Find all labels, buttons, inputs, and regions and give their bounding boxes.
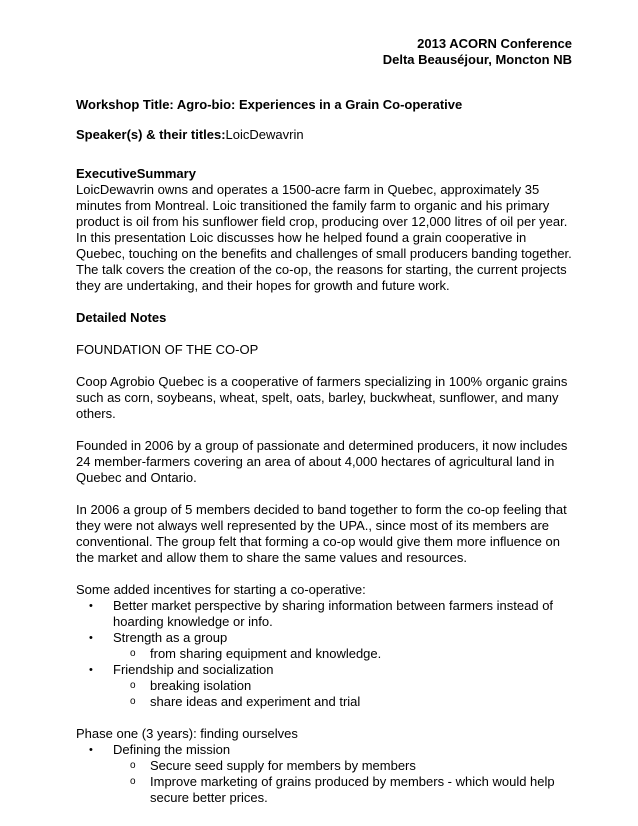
list-item-text: Better market perspective by sharing information between farmers instead of hoarding knowledge or info.	[113, 598, 554, 629]
sub-list-item	[76, 646, 572, 662]
sub-list-item	[76, 678, 572, 694]
document-page	[76, 36, 572, 806]
speaker-label: Speaker(s) & their titles:	[76, 127, 226, 142]
list-item	[76, 598, 572, 630]
sub-bullet-icon: o	[130, 680, 136, 691]
sub-bullet-icon: o	[130, 648, 136, 659]
incentives-intro: Some added incentives for starting a co-operative:	[76, 582, 366, 597]
list-item-text: Improve marketing of grains produced by members - which would help secure better prices.	[150, 774, 555, 805]
phase-list	[76, 742, 572, 806]
paragraph-formation: In 2006 a group of 5 members decided to band together to form the co-op feeling that they were not always well represented by the UPA., since most of its members are conventional. The group felt that forming a co-op would give them more influence on the market and allow them to share the same values and resources.	[76, 502, 567, 565]
list-item	[76, 630, 572, 646]
list-item-text: breaking isolation	[150, 678, 252, 693]
bullet-icon: •	[89, 664, 93, 676]
notes-heading: Detailed Notes	[76, 310, 167, 325]
phase-intro: Phase one (3 years): finding ourselves	[76, 726, 298, 741]
paragraph-founding: Founded in 2006 by a group of passionate and determined producers, it now includes 24 member-farmers covering an area of about 4,000 hectares of agricultural land in Quebec and Ontario.	[76, 438, 568, 485]
conference-header	[76, 36, 572, 68]
speaker-name: LoicDewavrin	[225, 127, 304, 142]
bullet-icon: •	[89, 600, 93, 612]
incentives-list	[76, 598, 572, 710]
list-item-text: from sharing equipment and knowledge.	[150, 646, 382, 661]
sub-list-item	[76, 758, 572, 774]
sub-bullet-icon: o	[130, 776, 136, 787]
speaker-line	[76, 127, 572, 143]
conference-venue: Delta Beauséjour, Moncton NB	[382, 52, 572, 67]
list-item-text: share ideas and experiment and trial	[150, 694, 361, 709]
bullet-icon: •	[89, 744, 93, 756]
summary-text: LoicDewavrin owns and operates a 1500-acre farm in Quebec, approximately 35 minutes from Montreal. Loic transitioned the family farm to organic and his primary product is oil from his sunflower field crop, producing over 12,000 litres of oil per year. In this presentation Loic discusses how he helped found a grain cooperative in Quebec, touching on the benefits and challenges of small producers banding together. The talk covers the creation of the co-op, the reasons for starting, the current projects they are undertaking, and their hopes for growth and future work.	[76, 182, 572, 293]
sub-list-item	[76, 774, 572, 806]
list-item	[76, 662, 572, 678]
sub-bullet-icon: o	[130, 760, 136, 771]
list-item	[76, 742, 572, 758]
section-title: FOUNDATION OF THE CO-OP	[76, 342, 259, 357]
bullet-icon: •	[89, 632, 93, 644]
sub-list-item	[76, 694, 572, 710]
paragraph-coop-description: Coop Agrobio Quebec is a cooperative of farmers specializing in 100% organic grains such as corn, soybeans, wheat, spelt, oats, barley, buckwheat, sunflower, and many others.	[76, 374, 568, 421]
conference-name: 2013 ACORN Conference	[417, 36, 572, 51]
sub-bullet-icon: o	[130, 696, 136, 707]
summary-heading: ExecutiveSummary	[76, 166, 196, 181]
list-item-text: Defining the mission	[113, 742, 231, 757]
list-item-text: Secure seed supply for members by members	[150, 758, 416, 773]
list-item-text: Strength as a group	[113, 630, 228, 645]
workshop-title: Workshop Title: Agro-bio: Experiences in a Grain Co-operative	[76, 97, 463, 112]
list-item-text: Friendship and socialization	[113, 662, 274, 677]
